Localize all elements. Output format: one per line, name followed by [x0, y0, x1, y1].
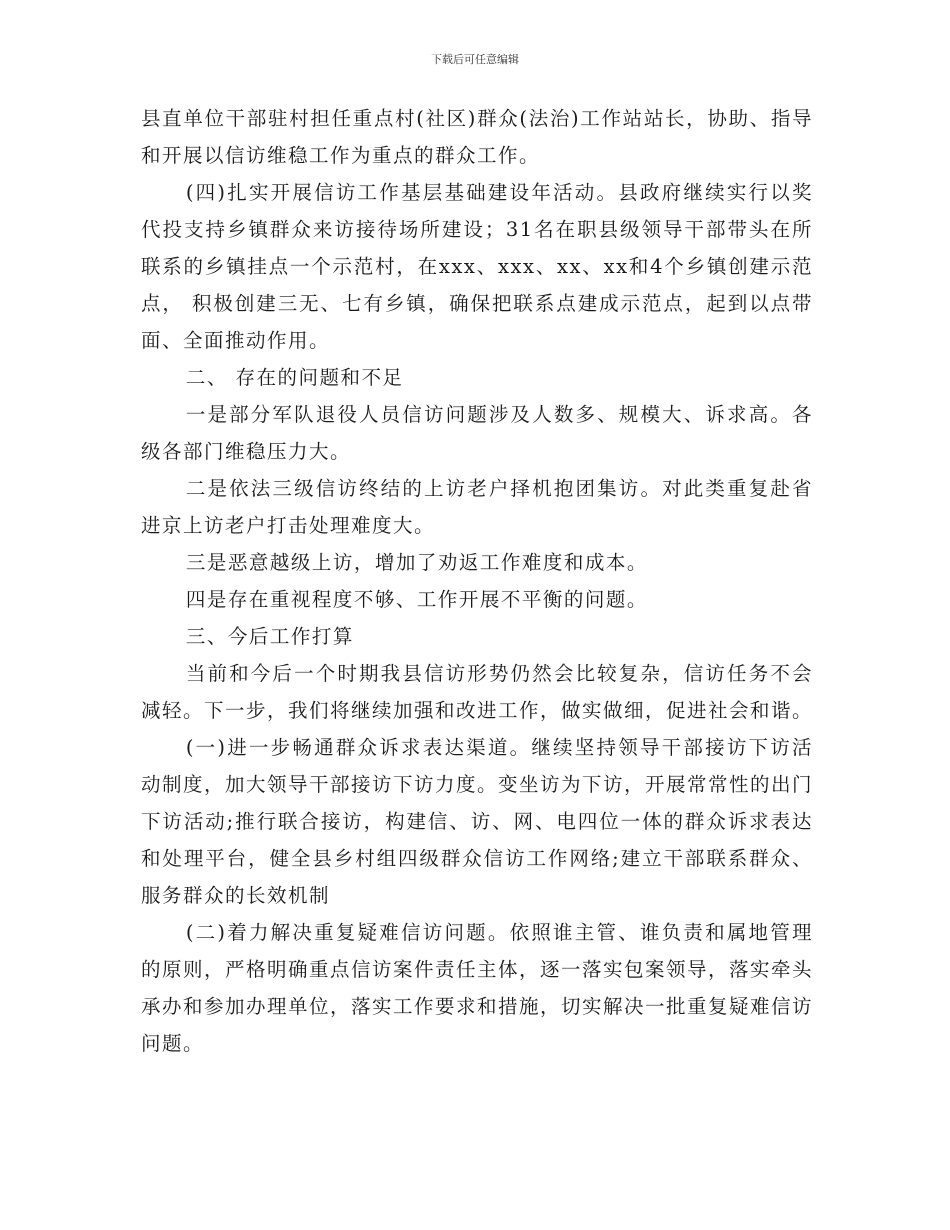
section-heading-2: 二、 存在的问题和不足: [185, 366, 404, 389]
paragraph-4: 二是依法三级信访终结的上访老户择机抱团集访。对此类重复赴省进京上访老户打击处理难度大。: [141, 477, 813, 537]
page-header: 下载后可任意编辑: [431, 53, 519, 66]
paragraph-7: 当前和今后一个时期我县信访形势仍然会比较复杂，信访任务不会减轻。下一步，我们将继续加强和改进工作，做实做细，促进社会和谐。: [141, 662, 814, 722]
paragraph-5: 三是恶意越级上访，增加了劝返工作难度和成本。: [185, 551, 648, 574]
paragraph-8: (一)进一步畅通群众诉求表达渠道。继续坚持领导干部接访下访活动制度，加大领导干部接访下访力度。变坐访为下访，开展常常性的出门下访活动;推行联合接访，构建信、访、网、电四位一体的群众诉求表达和处理平台，健全县乡村组四级群众信访工作网络;建立干部联系群众、服务群众的长效机制: [141, 736, 814, 907]
document-body: [141, 100, 813, 1062]
paragraph-6: 四是存在重视程度不够、工作开展不平衡的问题。: [185, 588, 648, 611]
paragraph-3: 一是部分军队退役人员信访问题涉及人数多、规模大、诉求高。各级各部门维稳压力大。: [141, 403, 813, 463]
paragraph-1: 县直单位干部驻村担任重点村(社区)群众(法治)工作站站长，协助、指导和开展以信访维稳工作为重点的群众工作。: [141, 107, 813, 167]
paragraph-9: (二)着力解决重复疑难信访问题。依照谁主管、谁负责和属地管理的原则，严格明确重点信访案件责任主体，逐一落实包案领导，落实牵头承办和参加办理单位，落实工作要求和措施，切实解决一批重复疑难信访问题。: [141, 921, 814, 1055]
section-heading-3: 三、今后工作打算: [185, 625, 354, 648]
paragraph-2: (四)扎实开展信访工作基层基础建设年活动。县政府继续实行以奖代投支持乡镇群众来访接待场所建设；31名在职县级领导干部带头在所联系的乡镇挂点一个示范村，在xxx、xxx、xx、xx和4个乡镇创建示范点， 积极创建三无、七有乡镇，确保把联系点建成示范点，起到以点带面、全面推动作用。: [141, 181, 813, 352]
